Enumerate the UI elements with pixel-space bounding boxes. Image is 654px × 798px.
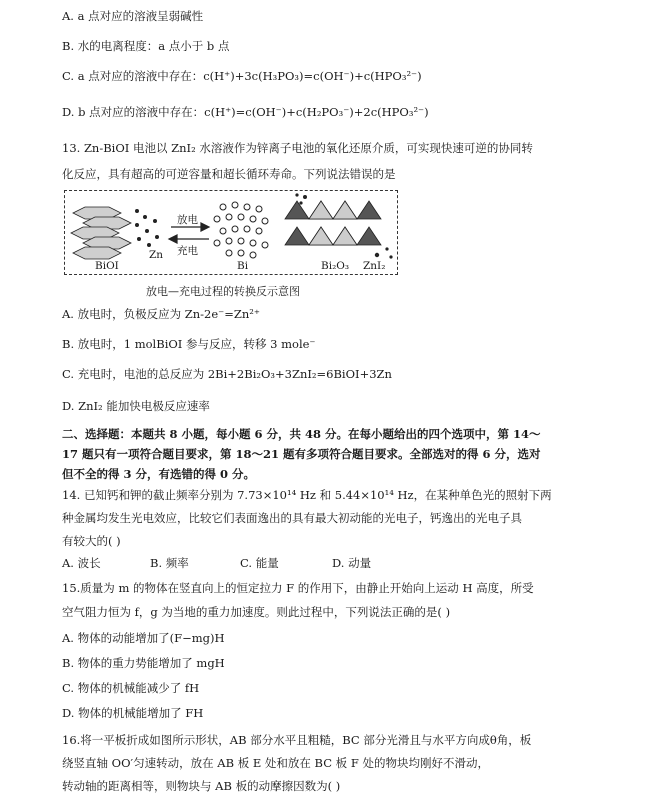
q12-option-b: B. 水的电离程度：a 点小于 b 点 xyxy=(62,39,230,53)
q14-stem-line2: 种金属均发生光电效应，比较它们表面逸出的具有最大初动能的光电子，钙逸出的光电子具 xyxy=(62,511,522,525)
q16-stem-line1: 16.将一平板折成如图所示形状，AB 部分水平且粗糙，BC 部分光滑且与水平方向成θ角，板 xyxy=(62,733,532,747)
q14-option-a: A. 波长 xyxy=(62,556,101,570)
biOI-label: BiOI xyxy=(95,260,119,272)
section2-line2: 17 题只有一项符合题目要求，第 18～21 题有多项符合题目要求。全部选对的得 6 分，选对 xyxy=(62,447,541,461)
q13-option-a: A. 放电时，负极反应为 Zn-2e⁻=Zn²⁺ xyxy=(62,307,260,321)
q13-option-b: B. 放电时，1 molBiOI 参与反应，转移 3 mole⁻ xyxy=(62,337,316,351)
q14-option-c: C. 能量 xyxy=(240,556,279,570)
diagram-caption: 放电—充电过程的转换反示意图 xyxy=(146,285,300,298)
q13-stem-line1: 13. Zn-BiOI 电池以 ZnI₂ 水溶液作为锌离子电池的氧化还原介质，可实现快速可逆的协同转 xyxy=(62,141,533,155)
charge-label: 充电 xyxy=(177,245,198,257)
q12-option-c: C. a 点对应的溶液中存在：c(H⁺)+3c(H₃PO₃)=c(OH⁻)+c(HPO₃²⁻) xyxy=(62,69,422,83)
q14-stem-line3: 有较大的( ) xyxy=(62,534,121,548)
q15-option-b: B. 物体的重力势能增加了 mgH xyxy=(62,656,225,670)
q16-stem-line3: 转动轴的距离相等，则物块与 AB 板的动摩擦因数为( ) xyxy=(62,779,341,793)
q13-option-d: D. ZnI₂ 能加快电极反应速率 xyxy=(62,399,210,413)
bi2o3-label: Bi₂O₃ xyxy=(321,260,350,272)
q14-option-b: B. 频率 xyxy=(150,556,189,570)
q15-option-c: C. 物体的机械能减少了 fH xyxy=(62,681,200,695)
zn-label: Zn xyxy=(149,249,164,261)
q15-stem-line2: 空气阻力恒为 f，g 为当地的重力加速度。则此过程中，下列说法正确的是( ) xyxy=(62,605,451,619)
q13-stem-line2: 化反应，具有超高的可逆容量和超长循环寿命。下列说法错误的是 xyxy=(62,167,396,181)
bi-label: Bi xyxy=(237,260,249,272)
q16-stem-line2: 绕竖直轴 OO′匀速转动，放在 AB 板 E 处和放在 BC 板 F 处的物块均刚好不滑动， xyxy=(62,756,489,770)
q15-stem-line1: 15.质量为 m 的物体在竖直向上的恒定拉力 F 的作用下，由静止开始向上运动 H 高度，所受 xyxy=(62,581,534,595)
zni2-label: ZnI₂ xyxy=(363,260,386,272)
q12-option-a: A. a 点对应的溶液呈弱碱性 xyxy=(62,9,204,23)
q15-option-a: A. 物体的动能增加了(F−mg)H xyxy=(62,631,225,645)
q13-option-c: C. 充电时，电池的总反应为 2Bi+2Bi₂O₃+3ZnI₂=6BiOI+3Zn xyxy=(62,367,392,381)
section2-line1: 二、选择题：本题共 8 小题，每小题 6 分，共 48 分。在每小题给出的四个选项中，第 14～ xyxy=(62,427,541,441)
section2-line3: 但不全的得 3 分，有选错的得 0 分。 xyxy=(62,467,256,481)
discharge-label: 放电 xyxy=(177,214,198,226)
q13-diagram xyxy=(64,190,398,275)
q15-option-d: D. 物体的机械能增加了 FH xyxy=(62,706,204,720)
q12-option-d: D. b 点对应的溶液中存在：c(H⁺)=c(OH⁻)+c(H₂PO₃⁻)+2c(HPO₃²⁻) xyxy=(62,105,429,119)
q14-stem-line1: 14. 已知钙和钾的截止频率分别为 7.73×10¹⁴ Hz 和 5.44×10¹⁴ Hz，在某种单色光的照射下两 xyxy=(62,488,552,502)
q14-option-d: D. 动量 xyxy=(332,556,372,570)
